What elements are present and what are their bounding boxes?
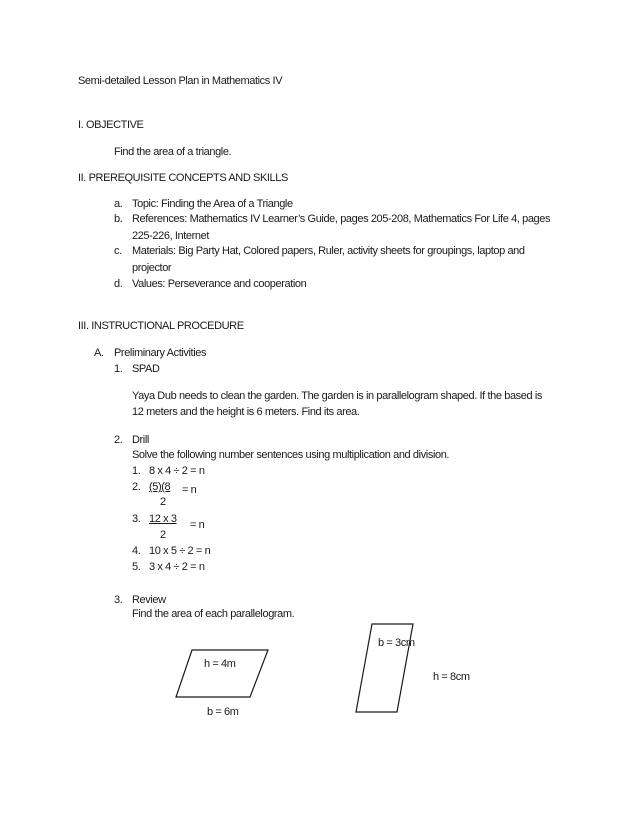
spad-problem: Yaya Dub needs to clean the garden. The garden is in parallelogram shaped. If the based is	[132, 390, 542, 402]
drill-item-marker: 3.	[132, 513, 141, 525]
drill-item: 10 x 5 ÷ 2 = n	[149, 545, 211, 557]
fig1-height-label: h = 4m	[204, 658, 236, 670]
document-title: Semi-detailed Lesson Plan in Mathematics IV	[78, 75, 283, 87]
drill-item-marker: 1.	[132, 465, 141, 477]
fraction-numerator: 12 x 3	[149, 513, 177, 525]
section-label: Preliminary Activities	[114, 347, 207, 359]
spad-label: SPAD	[132, 363, 160, 375]
prerequisites-heading: II. PREREQUISITE CONCEPTS AND SKILLS	[78, 172, 288, 184]
drill-item-marker: 5.	[132, 561, 141, 573]
list-marker: c.	[114, 245, 122, 257]
activity-marker: 1.	[114, 363, 123, 375]
materials-text-cont: projector	[132, 262, 172, 274]
list-marker: a.	[114, 198, 123, 210]
fraction-denominator: 2	[160, 529, 166, 541]
fraction-numerator: (5)(8	[149, 481, 171, 493]
procedure-heading: III. INSTRUCTIONAL PROCEDURE	[78, 320, 244, 332]
objective-heading: I. OBJECTIVE	[78, 119, 144, 131]
fraction-result: = n	[190, 519, 205, 531]
activity-marker: 3.	[114, 594, 123, 606]
drill-item-marker: 4.	[132, 545, 141, 557]
fraction-denominator: 2	[160, 496, 166, 508]
list-marker: d.	[114, 278, 123, 290]
activity-marker: 2.	[114, 434, 123, 446]
drill-item: 8 x 4 ÷ 2 = n	[149, 465, 205, 477]
fraction-result: = n	[182, 484, 197, 496]
section-marker: A.	[94, 347, 104, 359]
materials-text: Materials: Big Party Hat, Colored papers, Ruler, activity sheets for groupings, laptop and	[132, 245, 525, 257]
fig2-height-label: h = 8cm	[433, 671, 470, 683]
review-instruction: Find the area of each parallelogram.	[132, 608, 295, 620]
review-label: Review	[132, 594, 166, 606]
spad-problem-cont: 12 meters and the height is 6 meters. Find its area.	[132, 406, 360, 418]
fig1-base-label: b = 6m	[207, 706, 239, 718]
topic-text: Topic: Finding the Area of a Triangle	[132, 198, 293, 210]
drill-item: 3 x 4 ÷ 2 = n	[149, 561, 205, 573]
objective-text: Find the area of a triangle.	[114, 146, 232, 158]
values-text: Values: Perseverance and cooperation	[132, 278, 307, 290]
drill-instruction: Solve the following number sentences using multiplication and division.	[132, 449, 450, 461]
list-marker: b.	[114, 213, 123, 225]
drill-label: Drill	[132, 434, 149, 446]
references-text: References: Mathematics IV Learner’s Guide, pages 205-208, Mathematics For Life 4, pages	[132, 213, 551, 225]
fig2-base-label: b = 3cm	[378, 637, 415, 649]
drill-item-marker: 2.	[132, 481, 141, 493]
references-text-cont: 225-226, Internet	[132, 230, 209, 242]
